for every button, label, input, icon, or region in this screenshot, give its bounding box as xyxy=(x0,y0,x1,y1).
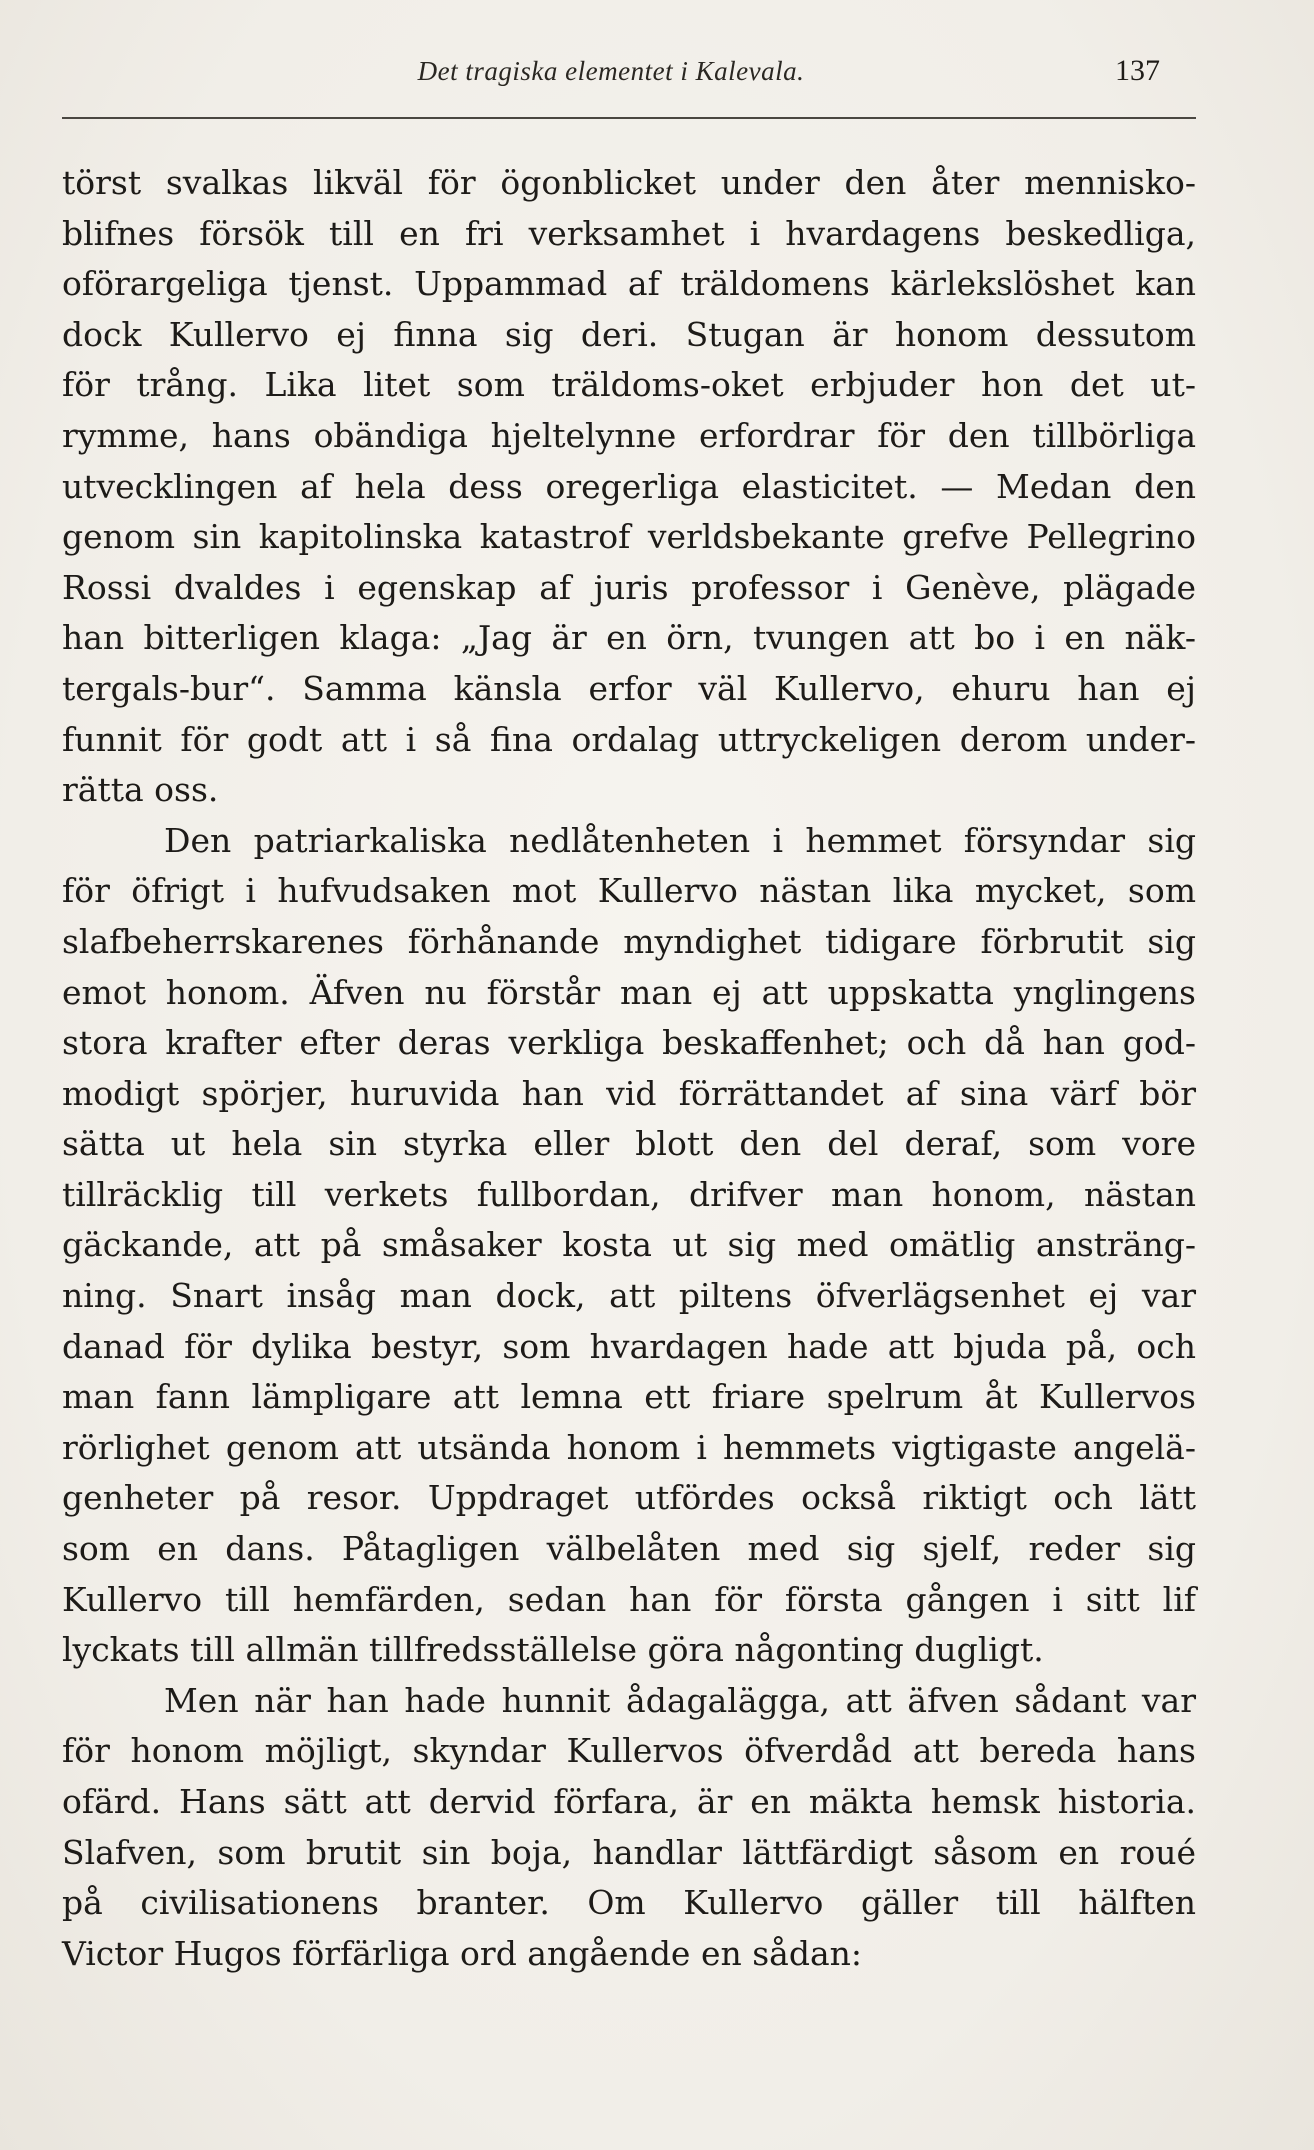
text-line: man fann lämpligare att lemna ett friare spelrum åt Kullervos xyxy=(62,1377,1196,1417)
text-line: emot honom. Äfven nu förstår man ej att uppskatta ynglingens xyxy=(62,972,1196,1012)
text-line: rymme, hans obändiga hjeltelynne erfordrar för den tillbörliga xyxy=(62,415,1196,455)
text-line: genom sin kapitolinska katastrof verldsbekante grefve Pellegrino xyxy=(62,517,1196,557)
paragraph-end-line: Victor Hugos förfärliga ord angående en sådan: xyxy=(62,1933,863,1973)
text-line: han bitterligen klaga: „Jag är en örn, tvungen att bo i en näk- xyxy=(62,618,1196,658)
body-text xyxy=(62,158,1196,1979)
text-line: tillräcklig till verkets fullbordan, drifver man honom, nästan xyxy=(62,1174,1196,1214)
text-line: utvecklingen af hela dess oregerliga elasticitet. — Medan den xyxy=(62,466,1196,506)
text-line: funnit för godt att i så fina ordalag uttryckeligen derom under- xyxy=(62,719,1196,759)
paragraph-start-line: Men när han hade hunnit ådagalägga, att äfven sådant var xyxy=(164,1680,1196,1720)
text-line: ofärd. Hans sätt att dervid förfara, är en mäkta hemsk historia. xyxy=(62,1782,1196,1821)
text-line: tergals-bur“. Samma känsla erfor väl Kullervo, ehuru han ej xyxy=(62,668,1196,708)
paragraph-end-line: lyckats till allmän tillfredsställelse göra någonting dugligt. xyxy=(62,1630,1044,1670)
text-line: Kullervo till hemfärden, sedan han för första gången i sitt lif xyxy=(62,1579,1196,1619)
text-line: danad för dylika bestyr, som hvardagen hade att bjuda på, och xyxy=(62,1326,1196,1366)
text-line: törst svalkas likväl för ögonblicket under den åter mennisko- xyxy=(62,163,1196,202)
text-line: stora krafter efter deras verkliga beskaffenhet; och då han god- xyxy=(62,1023,1196,1063)
running-head xyxy=(62,52,1160,96)
running-title: Det tragiska elementet i Kalevala. xyxy=(417,56,805,86)
text-line: Slafven, som brutit sin boja, handlar lättfärdigt såsom en roué xyxy=(62,1832,1196,1872)
text-line: dock Kullervo ej finna sig deri. Stugan är honom dessutom xyxy=(62,314,1196,354)
text-line: sätta ut hela sin styrka eller blott den del deraf, som vore xyxy=(62,1124,1196,1164)
text-line: rörlighet genom att utsända honom i hemmets vigtigaste angelä- xyxy=(62,1427,1196,1467)
text-line: slafbeherrskarenes förhånande myndighet tidigare förbrutit sig xyxy=(62,921,1196,961)
paragraph-end-line: rätta oss. xyxy=(62,770,219,810)
text-line: blifnes försök till en fri verksamhet i hvardagens beskedliga, xyxy=(62,213,1196,253)
text-line: som en dans. Påtagligen välbelåten med sig sjelf, reder sig xyxy=(62,1529,1196,1569)
text-line: för trång. Lika litet som träldoms-oket erbjuder hon det ut- xyxy=(62,365,1196,405)
page-number: 137 xyxy=(1115,54,1160,87)
paragraph-start-line: Den patriarkaliska nedlåtenheten i hemmet försyndar sig xyxy=(164,820,1196,860)
text-line: genheter på resor. Uppdraget utfördes också riktigt och lätt xyxy=(62,1478,1196,1518)
header-rule xyxy=(62,117,1196,119)
text-line: gäckande, att på småsaker kosta ut sig med omätlig ansträng- xyxy=(62,1225,1196,1265)
text-line: Rossi dvaldes i egenskap af juris professor i Genève, plägade xyxy=(62,567,1196,607)
text-line: ning. Snart insåg man dock, att piltens öfverlägsenhet ej var xyxy=(62,1276,1196,1316)
text-line: för honom möjligt, skyndar Kullervos öfverdåd att bereda hans xyxy=(62,1731,1196,1771)
text-line: på civilisationens branter. Om Kullervo gäller till hälften xyxy=(62,1883,1196,1923)
text-line: oförargeliga tjenst. Uppammad af träldomens kärlekslöshet kan xyxy=(62,264,1196,304)
text-line: modigt spörjer, huruvida han vid förrättandet af sina värf bör xyxy=(62,1073,1196,1113)
text-line: för öfrigt i hufvudsaken mot Kullervo nästan lika mycket, som xyxy=(62,871,1196,911)
